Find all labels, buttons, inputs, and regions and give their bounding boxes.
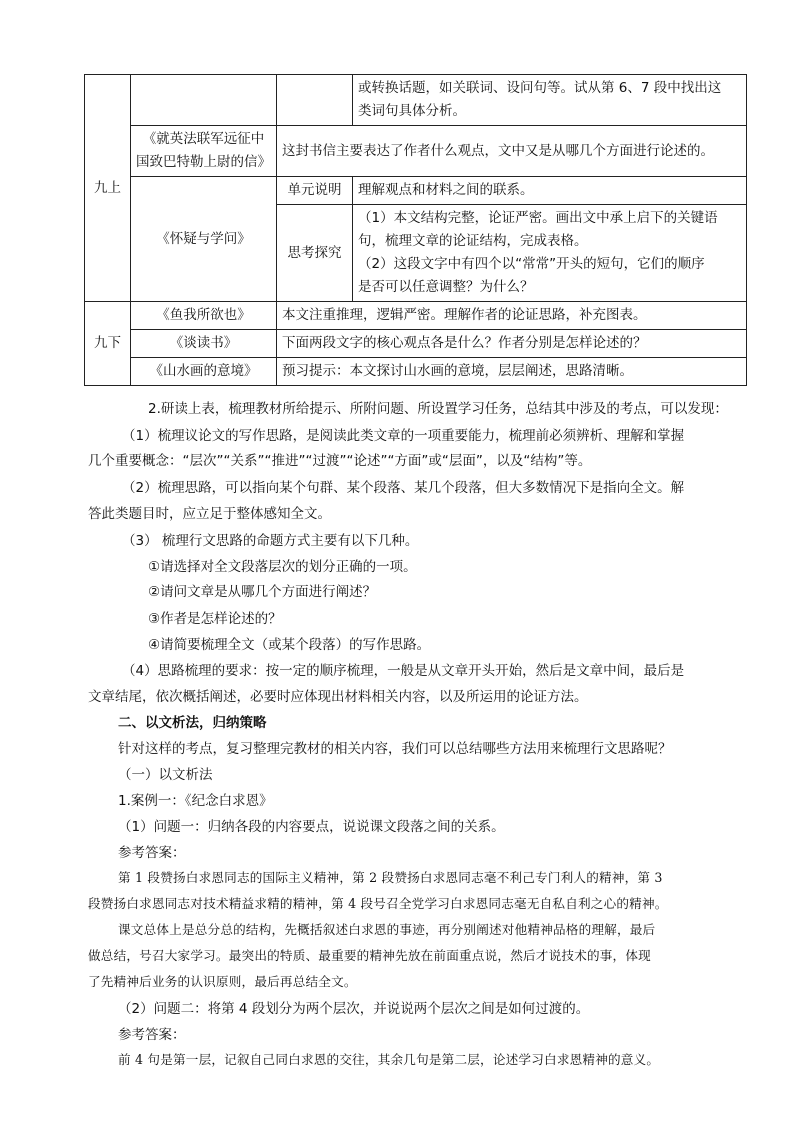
table-row <box>85 302 747 330</box>
question: （2）问题二：将第 4 段划分为两个层次，并说说两个层次之间是如何过渡的。 <box>118 1001 590 1017</box>
table-cell: 这封书信主要表达了作者什么观点，文中又是从哪几个方面进行论述的。 <box>277 126 747 177</box>
lesson-title-cell: 《谈读书》 <box>131 330 277 358</box>
textbook-table <box>84 74 747 386</box>
paragraph: （1）梳理议论文的写作思路，是阅读此类文章的一项重要能力，梳理前必须辨析、理解和掌握 <box>122 428 685 444</box>
empty-cell <box>277 75 353 126</box>
section-heading: 二、以文析法，归纳策略 <box>118 715 267 731</box>
reference-label: 参考答案： <box>118 1027 186 1043</box>
answer-text: 第 1 段赞扬白求恩同志的国际主义精神，第 2 段赞扬白求恩同志毫不利己专门利人的精神，第 3 <box>118 870 663 885</box>
case-heading: 1.案例一：《纪念白求恩》 <box>118 793 273 809</box>
paragraph: 答此类题目时，应立足于整体感知全文。 <box>88 506 331 522</box>
paragraph: 2.研读上表，梳理教材所给提示、所附问题、所设置学习任务，总结其中涉及的考点，可以发现： <box>148 401 728 417</box>
lesson-title-cell: 《鱼我所欲也》 <box>131 302 277 330</box>
list-item: ④请简要梳理全文（或某个段落）的写作思路。 <box>148 637 431 653</box>
empty-cell <box>131 75 277 126</box>
subsection-heading: （一）以文析法 <box>118 767 213 783</box>
table-row <box>85 358 747 386</box>
answer-text: 前 4 句是第一层，记叙自己同白求恩的交往，其余几句是第二层，论述学习白求恩精神的意义。 <box>118 1052 660 1067</box>
label-cell: 思考探究 <box>277 205 353 302</box>
grade-cell-upper: 九上 <box>85 75 131 302</box>
paragraph: 针对这样的考点，复习整理完教材的相关内容，我们可以总结哪些方法用来梳理行文思路呢？ <box>118 741 672 757</box>
paragraph: 几个重要概念：“层次”“关系”“推进”“过渡”“论述”“方面”或“层面”，以及“结构”等。 <box>88 453 592 469</box>
answer-text: 了先精神后业务的认识原则，最后再总结全文。 <box>88 974 357 989</box>
question: （1）问题一：归纳各段的内容要点，说说课文段落之间的关系。 <box>118 819 505 835</box>
answer-text: 做总结，号召大家学习。最突出的特质、最重要的精神先放在前面重点说，然后才说技术的事，体现 <box>88 948 651 963</box>
paragraph: （4）思路梳理的要求：按一定的顺序梳理，一般是从文章开头开始，然后是文章中间，最后是 <box>122 663 685 679</box>
table-cell: 预习提示：本文探讨山水画的意境，层层阐述，思路清晰。 <box>277 358 747 386</box>
label-cell: 单元说明 <box>277 177 353 205</box>
table-cell: 或转换话题，如关联词、设问句等。试从第 6、7 段中找出这 类词句具体分析。 <box>353 75 747 126</box>
list-item: ①请选择对全文段落层次的划分正确的一项。 <box>148 559 417 575</box>
table-cell: 本文注重推理，逻辑严密。理解作者的论证思路，补充图表。 <box>277 302 747 330</box>
paragraph: （2）梳理思路，可以指向某个句群、某个段落、某几个段落，但大多数情况下是指向全文。解 <box>122 480 685 496</box>
table-cell: 理解观点和材料之间的联系。 <box>353 177 747 205</box>
answer-text: 课文总体上是总分总的结构，先概括叙述白求恩的事迹，再分别阐述对他精神品格的理解，最后 <box>118 922 656 937</box>
list-item: ③作者是怎样论述的？ <box>148 611 282 627</box>
lesson-title-cell: 《就英法联军远征中 国致巴特勒上尉的信》 <box>131 126 277 177</box>
table-row <box>85 75 747 126</box>
table-cell: （1）本文结构完整，论证严密。画出文中承上启下的关键语 句，梳理文章的论证结构，完成表格。 （2）这段文字中有四个以“常常”开头的短句，它们的顺序 是否可以任意调整？为什么？ <box>353 205 747 302</box>
table-row <box>85 126 747 177</box>
list-item: ②请问文章是从哪几个方面进行阐述？ <box>148 584 377 600</box>
reference-label: 参考答案： <box>118 845 186 861</box>
answer-text: 段赞扬白求恩同志对技术精益求精的精神，第 4 段号召全党学习白求恩同志毫无自私自利之心的精神。 <box>88 896 668 911</box>
table-row <box>85 330 747 358</box>
lesson-title-cell: 《怀疑与学问》 <box>131 177 277 302</box>
paragraph: 文章结尾，依次概括阐述，必要时应体现出材料相关内容，以及所运用的论证方法。 <box>88 689 588 705</box>
paragraph: （3） 梳理行文思路的命题方式主要有以下几种。 <box>122 533 419 549</box>
table-row <box>85 177 747 205</box>
table-cell: 下面两段文字的核心观点各是什么？作者分别是怎样论述的？ <box>277 330 747 358</box>
lesson-title-cell: 《山水画的意境》 <box>131 358 277 386</box>
grade-cell-lower: 九下 <box>85 302 131 386</box>
